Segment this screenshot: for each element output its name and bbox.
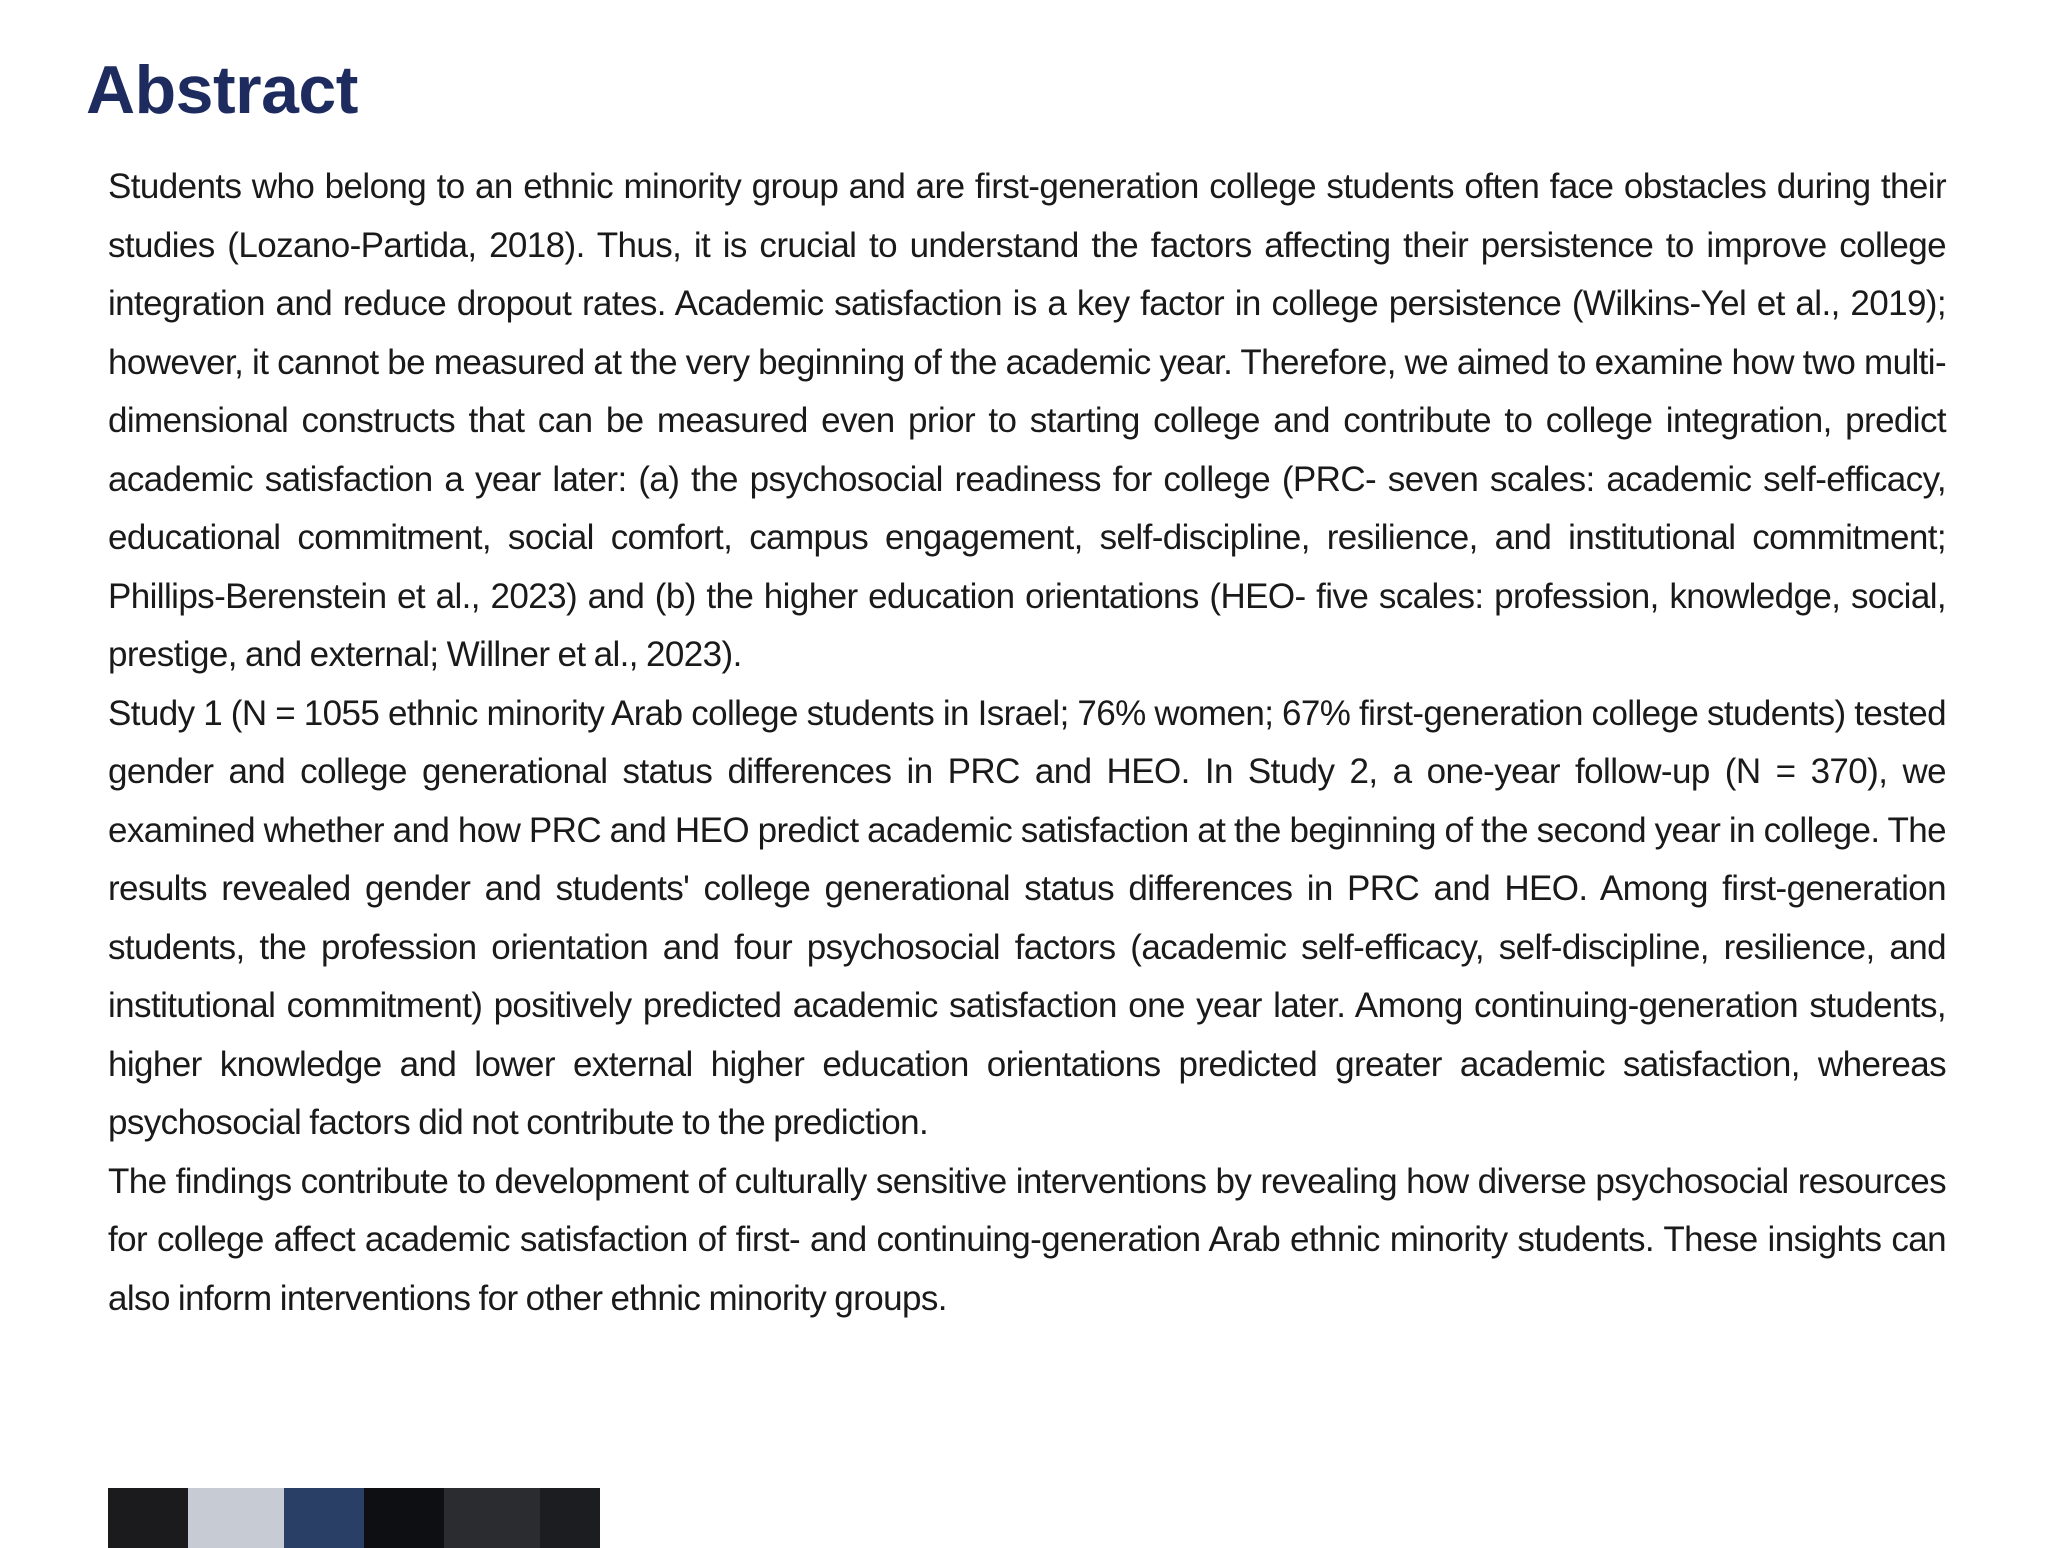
cropped-photo-thumbnail (108, 1488, 600, 1548)
abstract-heading: Abstract (86, 52, 358, 128)
abstract-paragraph-1: Students who belong to an ethnic minority group and are first-generation college students often face obstacles during their studies (Lozano-Partida, 2018). Thus, it is crucial to understand the factors affecting their persistence to improve college integration and reduce dropout rates. Academic satisfaction is a key factor in college persistence (Wilkins-Yel et al., 2019); however, it cannot be measured at the very beginning of the academic year. Therefore, we aimed to examine how two multi-dimensional constructs that can be measured even prior to starting college and contribute to college integration, predict academic satisfaction a year later: (a) the psychosocial readiness for college (PRC- seven scales: academic self-efficacy, educational commitment, social comfort, campus engagement, self-discipline, resilience, and institutional commitment; Phillips-Berenstein et al., 2023) and (b) the higher education orientations (HEO- five scales: profession, knowledge, social, prestige, and external; Willner et al., 2023). (108, 167, 1946, 674)
abstract-paragraph-3: The findings contribute to development of culturally sensitive interventions by revealing how diverse psychosocial resources for college affect academic satisfaction of first- and continuing-generation Arab ethnic minority students. These insights can also inform interventions for other ethnic minority groups. (108, 1161, 1946, 1318)
abstract-body (108, 158, 1946, 1328)
photo-segment (108, 1488, 188, 1548)
photo-segment (188, 1488, 284, 1548)
photo-segment (364, 1488, 444, 1548)
photo-segment (284, 1488, 364, 1548)
abstract-paragraph-2: Study 1 (N = 1055 ethnic minority Arab college students in Israel; 76% women; 67% first-generation college students) tested gender and college generational status differences in PRC and HEO. In Study 2, a one-year follow-up (N = 370), we examined whether and how PRC and HEO predict academic satisfaction at the beginning of the second year in college. The results revealed gender and students' college generational status differences in PRC and HEO. Among first-generation students, the profession orientation and four psychosocial factors (academic self-efficacy, self-discipline, resilience, and institutional commitment) positively predicted academic satisfaction one year later. Among continuing-generation students, higher knowledge and lower external higher education orientations predicted greater academic satisfaction, whereas psychosocial factors did not contribute to the prediction. (108, 693, 1946, 1142)
photo-segment (444, 1488, 540, 1548)
photo-segment (540, 1488, 600, 1548)
